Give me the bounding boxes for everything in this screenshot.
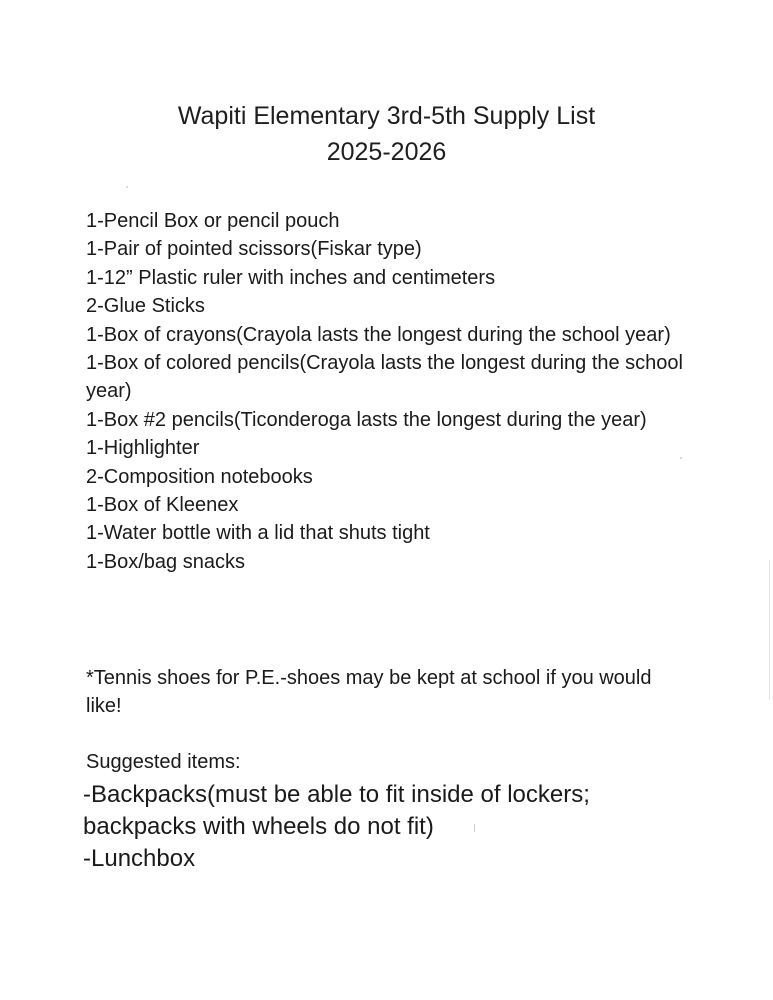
scan-speck bbox=[474, 824, 475, 832]
title-line-school: Wapiti Elementary 3rd-5th Supply List bbox=[177, 102, 596, 130]
suggested-items-list bbox=[83, 779, 683, 875]
supply-item-water-bottle: 1-Water bottle with a lid that shuts tight bbox=[86, 522, 430, 545]
supply-item-colored-pencils: 1-Box of colored pencils(Crayola lasts the longest during the school year) bbox=[86, 352, 683, 403]
scan-edge-mark bbox=[769, 560, 770, 700]
supply-item-highlighter: 1-Highlighter bbox=[86, 437, 200, 460]
supply-item-snacks: 1-Box/bag snacks bbox=[86, 550, 245, 573]
tennis-shoes-note: *Tennis shoes for P.E.-shoes may be kept at school if you would like! bbox=[86, 667, 652, 717]
supply-item-pencil-box: 1-Pencil Box or pencil pouch bbox=[86, 210, 340, 232]
supply-item-glue-sticks: 2-Glue Sticks bbox=[86, 295, 205, 318]
page-title bbox=[0, 98, 773, 170]
scan-speck bbox=[126, 186, 128, 188]
supply-item-scissors: 1-Pair of pointed scissors(Fiskar type) bbox=[86, 238, 422, 261]
suggested-items-heading: Suggested items: bbox=[86, 751, 241, 773]
supply-item-composition-notebooks: 2-Composition notebooks bbox=[86, 465, 313, 488]
supply-item-pencils: 1-Box #2 pencils(Ticonderoga lasts the longest during the year) bbox=[86, 408, 647, 431]
suggested-item-lunchbox: -Lunchbox bbox=[83, 845, 196, 872]
suggested-item-backpacks: -Backpacks(must be able to fit inside of lockers; backpacks with wheels do not fit) bbox=[83, 781, 590, 840]
supply-list bbox=[86, 207, 706, 576]
supply-item-crayons: 1-Box of crayons(Crayola lasts the longest during the school year) bbox=[86, 323, 671, 346]
supply-item-kleenex: 1-Box of Kleenex bbox=[86, 494, 239, 517]
supply-item-ruler: 1-12” Plastic ruler with inches and centimeters bbox=[86, 266, 496, 289]
title-line-year: 2025-2026 bbox=[326, 138, 447, 166]
scan-speck bbox=[680, 457, 682, 459]
